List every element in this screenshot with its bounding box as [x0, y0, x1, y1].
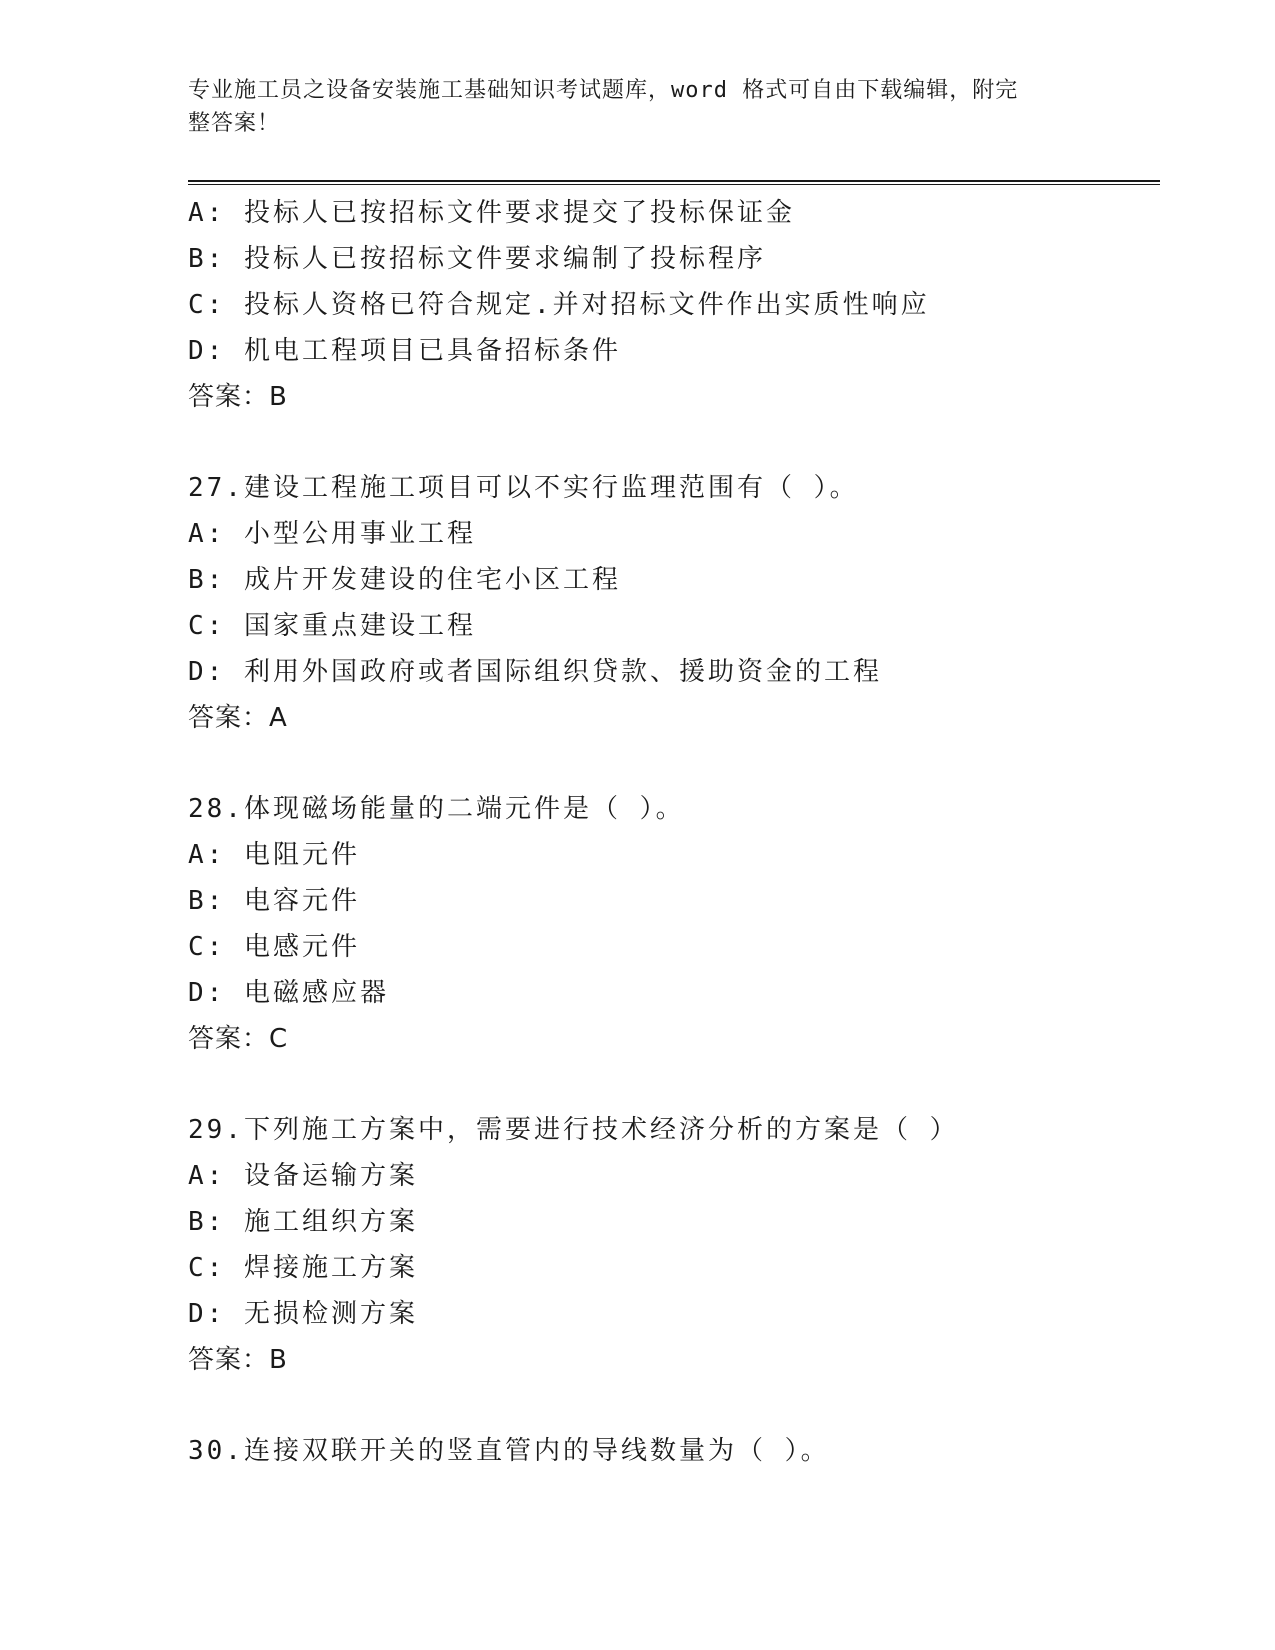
- document-header: [188, 74, 1068, 140]
- option-c: C: 投标人资格已符合规定.并对招标文件作出实质性响应: [188, 290, 930, 320]
- question-29: [188, 1107, 1160, 1383]
- option-d: D: 利用外国政府或者国际组织贷款、援助资金的工程: [188, 657, 882, 687]
- option-c: C: 焊接施工方案: [188, 1253, 418, 1283]
- question-27: [188, 465, 1160, 741]
- answer: 答案：C: [188, 1024, 289, 1054]
- option-b: B: 施工组织方案: [188, 1207, 418, 1237]
- question-spacer: [188, 420, 1160, 465]
- answer: 答案：B: [188, 1345, 288, 1375]
- option-b: B: 投标人已按招标文件要求编制了投标程序: [188, 244, 766, 274]
- option-b: B: 电容元件: [188, 886, 360, 916]
- option-c: C: 电感元件: [188, 932, 360, 962]
- header-line-2: 整答案！: [188, 111, 281, 136]
- question-text: 27.建设工程施工项目可以不实行监理范围有（ ）。: [188, 473, 859, 503]
- question-list: [188, 190, 1160, 1474]
- answer: 答案：B: [188, 382, 288, 412]
- question-text: 28.体现磁场能量的二端元件是（ ）。: [188, 794, 685, 824]
- question-spacer: [188, 741, 1160, 786]
- option-d: D: 机电工程项目已具备招标条件: [188, 336, 621, 366]
- option-a: A: 投标人已按招标文件要求提交了投标保证金: [188, 198, 795, 228]
- answer: 答案：A: [188, 703, 288, 733]
- option-a: A: 设备运输方案: [188, 1161, 418, 1191]
- question-spacer: [188, 1062, 1160, 1107]
- header-divider: [188, 180, 1160, 185]
- question-text: 30.连接双联开关的竖直管内的导线数量为（ ）。: [188, 1436, 830, 1466]
- option-d: D: 电磁感应器: [188, 978, 389, 1008]
- option-d: D: 无损检测方案: [188, 1299, 418, 1329]
- option-b: B: 成片开发建设的住宅小区工程: [188, 565, 621, 595]
- question-26: [188, 190, 1160, 420]
- option-a: A: 小型公用事业工程: [188, 519, 476, 549]
- question-text: 29.下列施工方案中，需要进行技术经济分析的方案是（ ）: [188, 1115, 959, 1145]
- option-a: A: 电阻元件: [188, 840, 360, 870]
- question-28: [188, 786, 1160, 1062]
- header-line-1: 专业施工员之设备安装施工基础知识考试题库，word 格式可自由下载编辑，附完: [188, 78, 1019, 103]
- option-c: C: 国家重点建设工程: [188, 611, 476, 641]
- question-30: [188, 1428, 1160, 1474]
- question-spacer: [188, 1383, 1160, 1428]
